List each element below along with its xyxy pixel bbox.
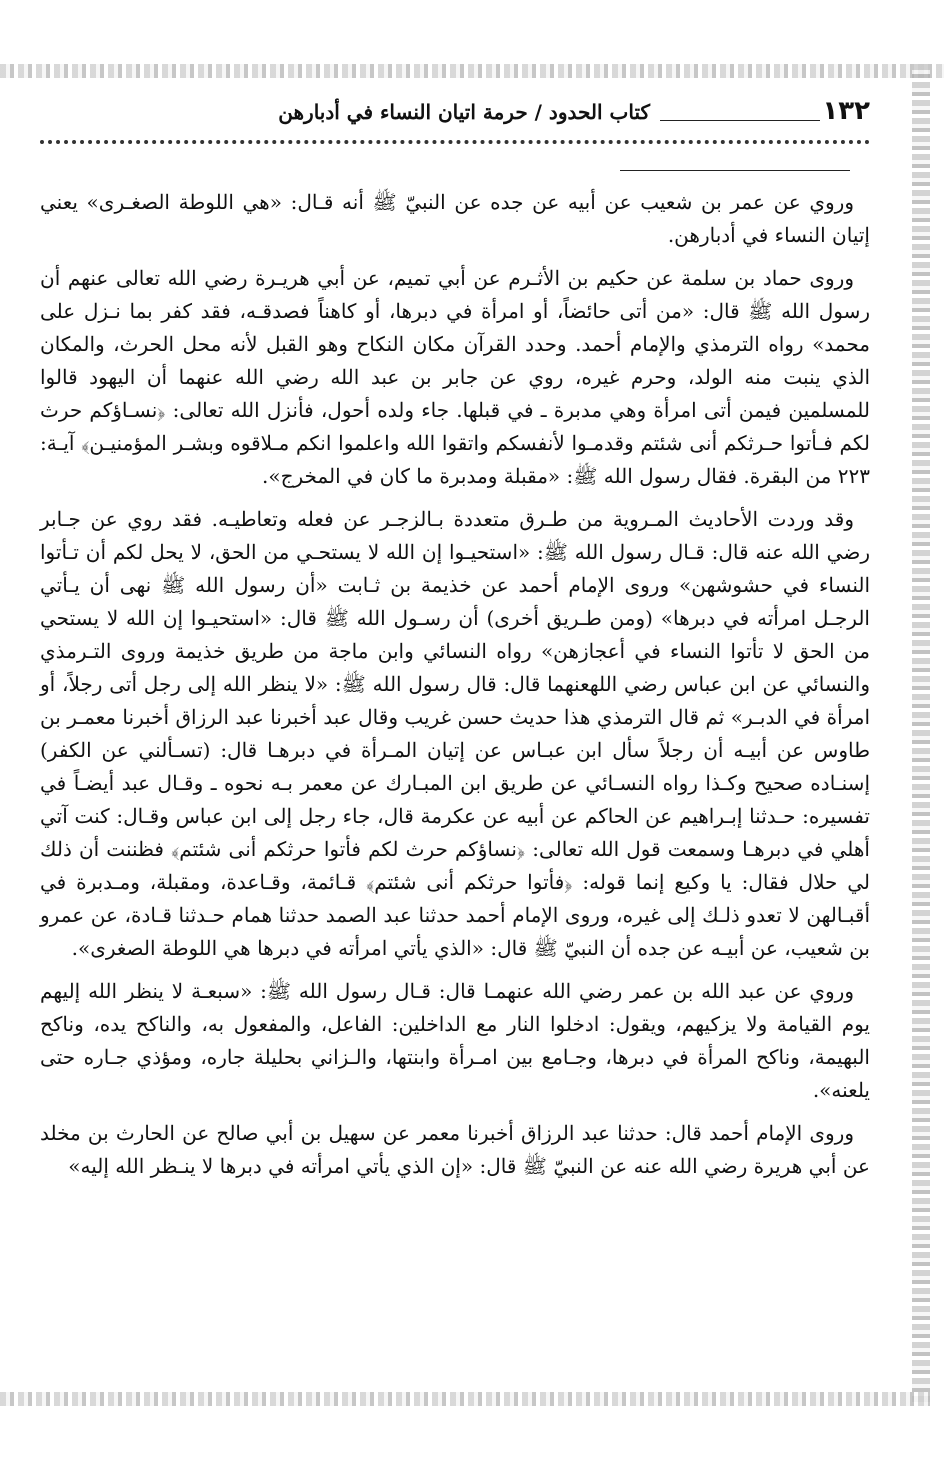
paragraph: وقد وردت الأحاديث المـروية من طـرق متعددة بـالزجـر عن فعله وتعاطيـه. فقد روي عن جـابر رضي الله عنه قال: قـال رسول الله ﷺ: «استحيـوا إن الله لا يستحـي من الحق، لا يحل لكم أن تـأتوا النساء في حشوشهن» وروى الإمام أحمد عن خذيمة بن ثـابت «أن رسول الله ﷺ نهى أن يـأتي الرجـل امرأته في دبرها» (ومن طـريق أخرى) أن رسـول الله ﷺ قال: «استحيـوا إن الله لا يستحي من الحق لا تأتوا النساء في أعجازهن» رواه النسائي وابن ماجة من طريق خذيمة وروى التـرمذي والنسائي عن ابن عباس رضي اللهعنهما قال: قال رسول الله ﷺ: «لا ينظر الله إلى رجل أتى رجلاً، أو امرأة في الدبـر» ثم قال الترمذي هذا حديث حسن غريب وقال عبد أخبرنا عبد الرزاق أخبرنا معمـر بن طاوس عن أبيـه أن رجلاً سأل ابن عبـاس عن إتيان المـرأة في دبرهـا قال: (تسـألني عن الكفر) إسنـاده صحيح وكـذا رواه النسـائي عن طريق ابن المبـارك عن معمر بـه نحوه ـ وقـال عبد أيضـاً في تفسيره: حـدثنا إبـراهيم عن الحاكم عن أبيه عن عكرمة قال، جاء رجل إلى ابن عباس وقـال: كنت آتي أهلي في دبرهـا وسمعت قول الله تعالى: ﴿نساؤكم حرث لكم فأتوا حرثكم أنى شئتم﴾ فظننت أن ذلك لي حلال فقال: يا وكيع إنما قوله: ﴿فأتوا حرثكم أنى شئتم﴾ قـائمة، وقـاعدة، ومقبلة، ومـدبرة في أقبـالهن لا تعدو ذلـك إلى غيره، وروى الإمام أحمد حدثنا عبد الصمد حدثنا همام حـدثنا قـادة، عن عمرو بن شعيب، عن أبيـه عن جده أن النبيّ ﷺ قال: «الذي يأتي امرأته في دبرها هي اللوطة الصغرى». — [40, 507, 870, 960]
paragraph: وروى الإمام أحمد قال: حدثنا عبد الرزاق أخبرنا معمر عن سهيل بن أبي صالح عن الحارث بن مخلد عن أبي هريرة رضي الله عنه عن النبيّ ﷺ قال: «إن الذي يأتي امرأته في دبرها لا ينـظر الله إليه» — [40, 1121, 870, 1178]
running-header — [40, 90, 870, 130]
paragraph: وروي عن عمر بن شعيب عن أبيه عن جده عن النبيّ ﷺ أنه قـال: «هي اللوطة الصغـرى» يعني إتيان النساء في أدبارهن. — [40, 190, 870, 247]
page-number: ١٣٢ — [822, 96, 870, 126]
body-text — [40, 186, 870, 1193]
chapter-title: كتاب الحدود / حرمة اتيان النساء في أدبارهن — [278, 100, 650, 124]
paragraph: وروى حماد بن سلمة عن حكيم بن الأثـرم عن أبي تميم، عن أبي هريـرة رضي الله تعالى عنهم أن رسول الله ﷺ قال: «من أتى حائضاً، أو امرأة في دبرها، أو كاهناً فصدقـه، فقد كفر بما نـزل على محمد» رواه الترمذي والإمام أحمد. وحدد القرآن مكان النكاح وهو القبل لأنه محل الحرث، والمكان الذي ينبت منه الولد، وحرم غيره، روي عن جابر بن عبد الله رضي الله عنهما أن اليهود قالوا للمسلمين فيمن أتى امرأة وهي مدبرة ـ في قبلها. جاء ولده أحول، فأنزل الله تعالى: ﴿نسـاؤكم حرث لكم فـأتوا حـرثكم أنى شئتم وقدمـوا لأنفسكم واتقوا الله واعلموا انكم مـلاقوه وبشـر المؤمنيـن﴾ آيـة: ٢٢٣ من البقرة. فقال رسول الله ﷺ: «مقبلة ومدبرة ما كان في المخرج». — [40, 266, 870, 488]
header-rule — [660, 120, 820, 121]
book-page — [40, 90, 871, 1178]
decorative-border-right — [912, 64, 930, 1406]
decorative-border-bottom — [0, 1392, 930, 1406]
paragraph: وروي عن عبد الله بن عمر رضي الله عنهمـا قال: قـال رسول الله ﷺ: «سبعـة لا ينظر الله إليهم يوم القيامة ولا يزكيهم، ويقول: ادخلوا النار مع الداخلين: الفاعل، والمفعول به، والناكح يده، وناكح البهيمة، وناكح المرأة في دبرها، وجـامع بين امـرأة وابنتها، والـزاني بحليلة جاره، ومؤذي جـاره حتى يلعنه». — [40, 979, 871, 1102]
dotted-separator — [40, 140, 870, 152]
section-rule — [620, 170, 850, 171]
decorative-border-top — [0, 64, 944, 78]
